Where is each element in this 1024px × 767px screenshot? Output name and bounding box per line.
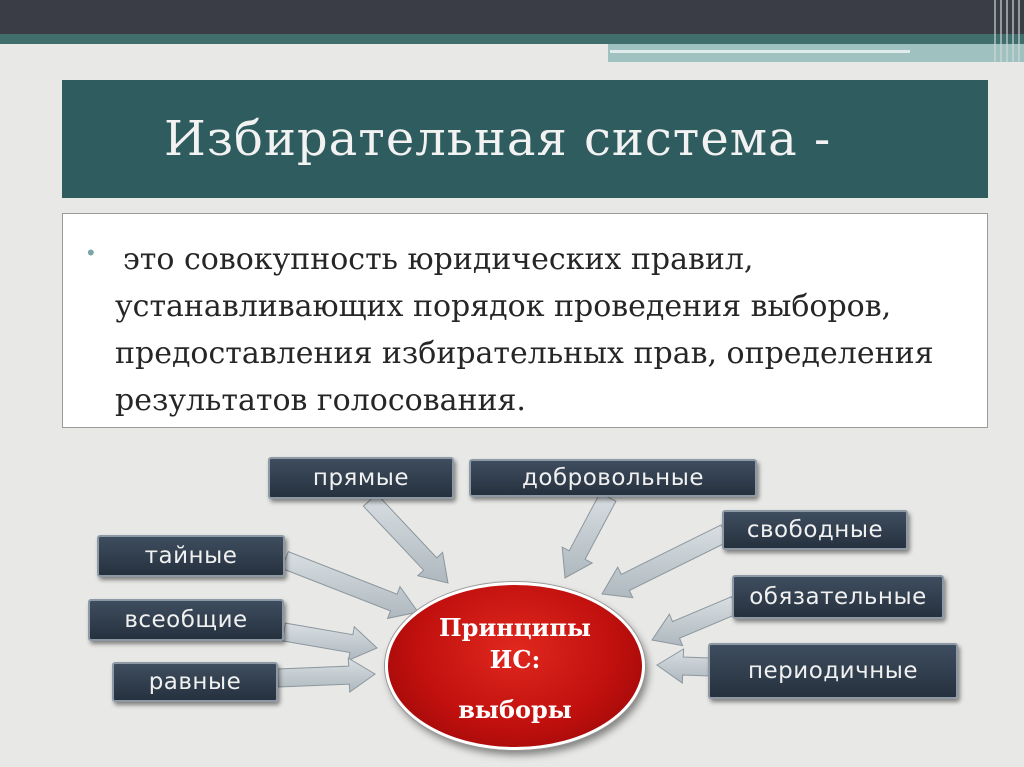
principle-free-label: свободные xyxy=(746,517,884,543)
principle-voluntary xyxy=(469,459,757,497)
principle-free xyxy=(722,510,908,550)
principle-equal-label: равные xyxy=(148,669,242,695)
principle-direct xyxy=(268,457,454,499)
arrow-from-mandatory xyxy=(652,597,739,646)
arrow-from-secret xyxy=(282,552,418,619)
arrow-from-voluntary xyxy=(562,493,616,578)
principle-universal-label: всеобщие xyxy=(124,607,248,633)
principle-secret-label: тайные xyxy=(144,543,238,569)
center-line-1: Принципы xyxy=(439,613,591,642)
center-line-3: выборы xyxy=(458,695,572,724)
principle-direct-label: прямые xyxy=(312,465,410,491)
slide-title: Избирательная система - xyxy=(164,111,832,167)
principle-secret xyxy=(97,535,285,577)
bullet-icon: • xyxy=(87,240,95,265)
principle-universal xyxy=(88,599,284,641)
principle-periodic-label: периодичные xyxy=(747,658,919,684)
center-line-2: ИС: xyxy=(489,645,541,674)
principle-periodic xyxy=(708,643,958,699)
principle-equal xyxy=(112,662,278,702)
arrow-from-periodic xyxy=(657,649,710,683)
arrow-from-direct xyxy=(363,494,448,583)
principle-voluntary-label: добровольные xyxy=(521,465,705,491)
principle-mandatory xyxy=(732,575,944,619)
principle-mandatory-label: обязательные xyxy=(749,584,927,610)
definition-text: это совокупность юридических правил, устанавливающих порядок проведения выборов, предоставления избирательных прав, определения результатов голосования. xyxy=(115,242,934,418)
arrow-from-equal xyxy=(278,658,375,692)
arrow-from-universal xyxy=(283,623,378,660)
arrow-from-free xyxy=(602,525,729,598)
center-label xyxy=(385,612,645,726)
